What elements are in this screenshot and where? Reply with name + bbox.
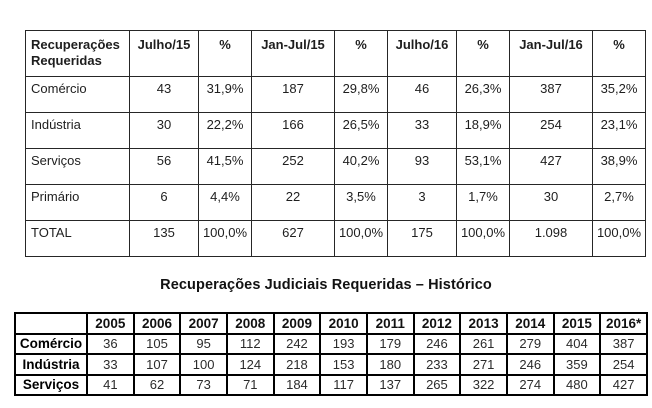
summary-header-cell-5: Julho/16 [388, 31, 457, 77]
summary-row-3 [26, 185, 646, 221]
summary-value-cell: 4,4% [199, 185, 252, 221]
history-value-cell: 62 [134, 375, 181, 396]
history-value-cell: 33 [87, 354, 134, 375]
summary-value-cell: 1,7% [457, 185, 510, 221]
history-value-cell: 404 [554, 334, 601, 355]
history-value-cell: 112 [227, 334, 274, 355]
summary-value-cell: 26,3% [457, 77, 510, 113]
history-value-cell: 124 [227, 354, 274, 375]
history-value-cell: 95 [180, 334, 227, 355]
summary-value-cell: 43 [130, 77, 199, 113]
summary-value-cell: 100,0% [457, 221, 510, 257]
summary-table-body [26, 77, 646, 257]
summary-value-cell: 22,2% [199, 113, 252, 149]
history-value-cell: 246 [414, 334, 461, 355]
summary-row-label: Primário [26, 185, 130, 221]
summary-value-cell: 56 [130, 149, 199, 185]
history-header-cell-0 [15, 313, 87, 334]
summary-value-cell: 40,2% [335, 149, 388, 185]
history-value-cell: 242 [274, 334, 321, 355]
history-header-cell-11: 2015 [554, 313, 601, 334]
summary-row-label: TOTAL [26, 221, 130, 257]
summary-header-cell-0: Recuperações Requeridas [26, 31, 130, 77]
summary-header-row [26, 31, 646, 77]
summary-header-cell-4: % [335, 31, 388, 77]
history-value-cell: 107 [134, 354, 181, 375]
history-value-cell: 71 [227, 375, 274, 396]
history-value-cell: 36 [87, 334, 134, 355]
history-value-cell: 359 [554, 354, 601, 375]
summary-value-cell: 35,2% [593, 77, 646, 113]
history-value-cell: 184 [274, 375, 321, 396]
history-header-cell-10: 2014 [507, 313, 554, 334]
summary-row-2 [26, 149, 646, 185]
history-table [14, 312, 648, 396]
history-value-cell: 105 [134, 334, 181, 355]
history-row-1 [15, 354, 647, 375]
history-table-title: Recuperações Judiciais Requeridas – Histórico [160, 277, 492, 293]
summary-value-cell: 53,1% [457, 149, 510, 185]
summary-header-cell-8: % [593, 31, 646, 77]
summary-value-cell: 252 [252, 149, 335, 185]
summary-value-cell: 22 [252, 185, 335, 221]
history-value-cell: 73 [180, 375, 227, 396]
history-value-cell: 153 [320, 354, 367, 375]
history-row-0 [15, 334, 647, 355]
summary-value-cell: 6 [130, 185, 199, 221]
summary-value-cell: 31,9% [199, 77, 252, 113]
history-value-cell: 137 [367, 375, 414, 396]
history-header-row [15, 313, 647, 334]
history-header-cell-6: 2010 [320, 313, 367, 334]
summary-value-cell: 29,8% [335, 77, 388, 113]
summary-value-cell: 1.098 [510, 221, 593, 257]
history-header-cell-7: 2011 [367, 313, 414, 334]
history-value-cell: 218 [274, 354, 321, 375]
summary-row-1 [26, 113, 646, 149]
history-value-cell: 179 [367, 334, 414, 355]
summary-value-cell: 93 [388, 149, 457, 185]
summary-value-cell: 187 [252, 77, 335, 113]
history-value-cell: 279 [507, 334, 554, 355]
history-value-cell: 254 [600, 354, 647, 375]
history-value-cell: 233 [414, 354, 461, 375]
summary-table [25, 30, 646, 257]
history-row-2 [15, 375, 647, 396]
summary-row-4 [26, 221, 646, 257]
summary-value-cell: 100,0% [593, 221, 646, 257]
history-row-label: Serviços [15, 375, 87, 396]
summary-value-cell: 135 [130, 221, 199, 257]
history-table-header [15, 313, 647, 334]
summary-value-cell: 41,5% [199, 149, 252, 185]
history-value-cell: 117 [320, 375, 367, 396]
history-header-cell-4: 2008 [227, 313, 274, 334]
history-value-cell: 193 [320, 334, 367, 355]
summary-header-cell-6: % [457, 31, 510, 77]
summary-row-label: Indústria [26, 113, 130, 149]
history-header-cell-3: 2007 [180, 313, 227, 334]
history-header-cell-1: 2005 [87, 313, 134, 334]
summary-header-cell-3: Jan-Jul/15 [252, 31, 335, 77]
history-header-cell-9: 2013 [460, 313, 507, 334]
summary-header-cell-2: % [199, 31, 252, 77]
history-value-cell: 322 [460, 375, 507, 396]
history-header-cell-8: 2012 [414, 313, 461, 334]
history-value-cell: 387 [600, 334, 647, 355]
summary-value-cell: 18,9% [457, 113, 510, 149]
summary-value-cell: 627 [252, 221, 335, 257]
history-value-cell: 265 [414, 375, 461, 396]
history-table-body [15, 334, 647, 396]
summary-value-cell: 3,5% [335, 185, 388, 221]
history-value-cell: 180 [367, 354, 414, 375]
summary-value-cell: 30 [130, 113, 199, 149]
summary-value-cell: 254 [510, 113, 593, 149]
history-header-cell-5: 2009 [274, 313, 321, 334]
history-value-cell: 274 [507, 375, 554, 396]
summary-value-cell: 387 [510, 77, 593, 113]
summary-value-cell: 30 [510, 185, 593, 221]
history-value-cell: 427 [600, 375, 647, 396]
summary-value-cell: 26,5% [335, 113, 388, 149]
history-row-label: Indústria [15, 354, 87, 375]
summary-value-cell: 166 [252, 113, 335, 149]
summary-value-cell: 100,0% [335, 221, 388, 257]
summary-value-cell: 38,9% [593, 149, 646, 185]
history-header-cell-2: 2006 [134, 313, 181, 334]
history-header-cell-12: 2016* [600, 313, 647, 334]
summary-row-label: Comércio [26, 77, 130, 113]
summary-row-label: Serviços [26, 149, 130, 185]
summary-header-cell-7: Jan-Jul/16 [510, 31, 593, 77]
summary-table-header [26, 31, 646, 77]
history-value-cell: 100 [180, 354, 227, 375]
history-value-cell: 271 [460, 354, 507, 375]
history-value-cell: 261 [460, 334, 507, 355]
history-value-cell: 246 [507, 354, 554, 375]
summary-value-cell: 175 [388, 221, 457, 257]
summary-value-cell: 427 [510, 149, 593, 185]
history-value-cell: 480 [554, 375, 601, 396]
summary-value-cell: 3 [388, 185, 457, 221]
summary-value-cell: 23,1% [593, 113, 646, 149]
summary-row-0 [26, 77, 646, 113]
summary-header-cell-1: Julho/15 [130, 31, 199, 77]
history-value-cell: 41 [87, 375, 134, 396]
summary-value-cell: 2,7% [593, 185, 646, 221]
summary-value-cell: 100,0% [199, 221, 252, 257]
summary-value-cell: 46 [388, 77, 457, 113]
summary-value-cell: 33 [388, 113, 457, 149]
history-row-label: Comércio [15, 334, 87, 355]
